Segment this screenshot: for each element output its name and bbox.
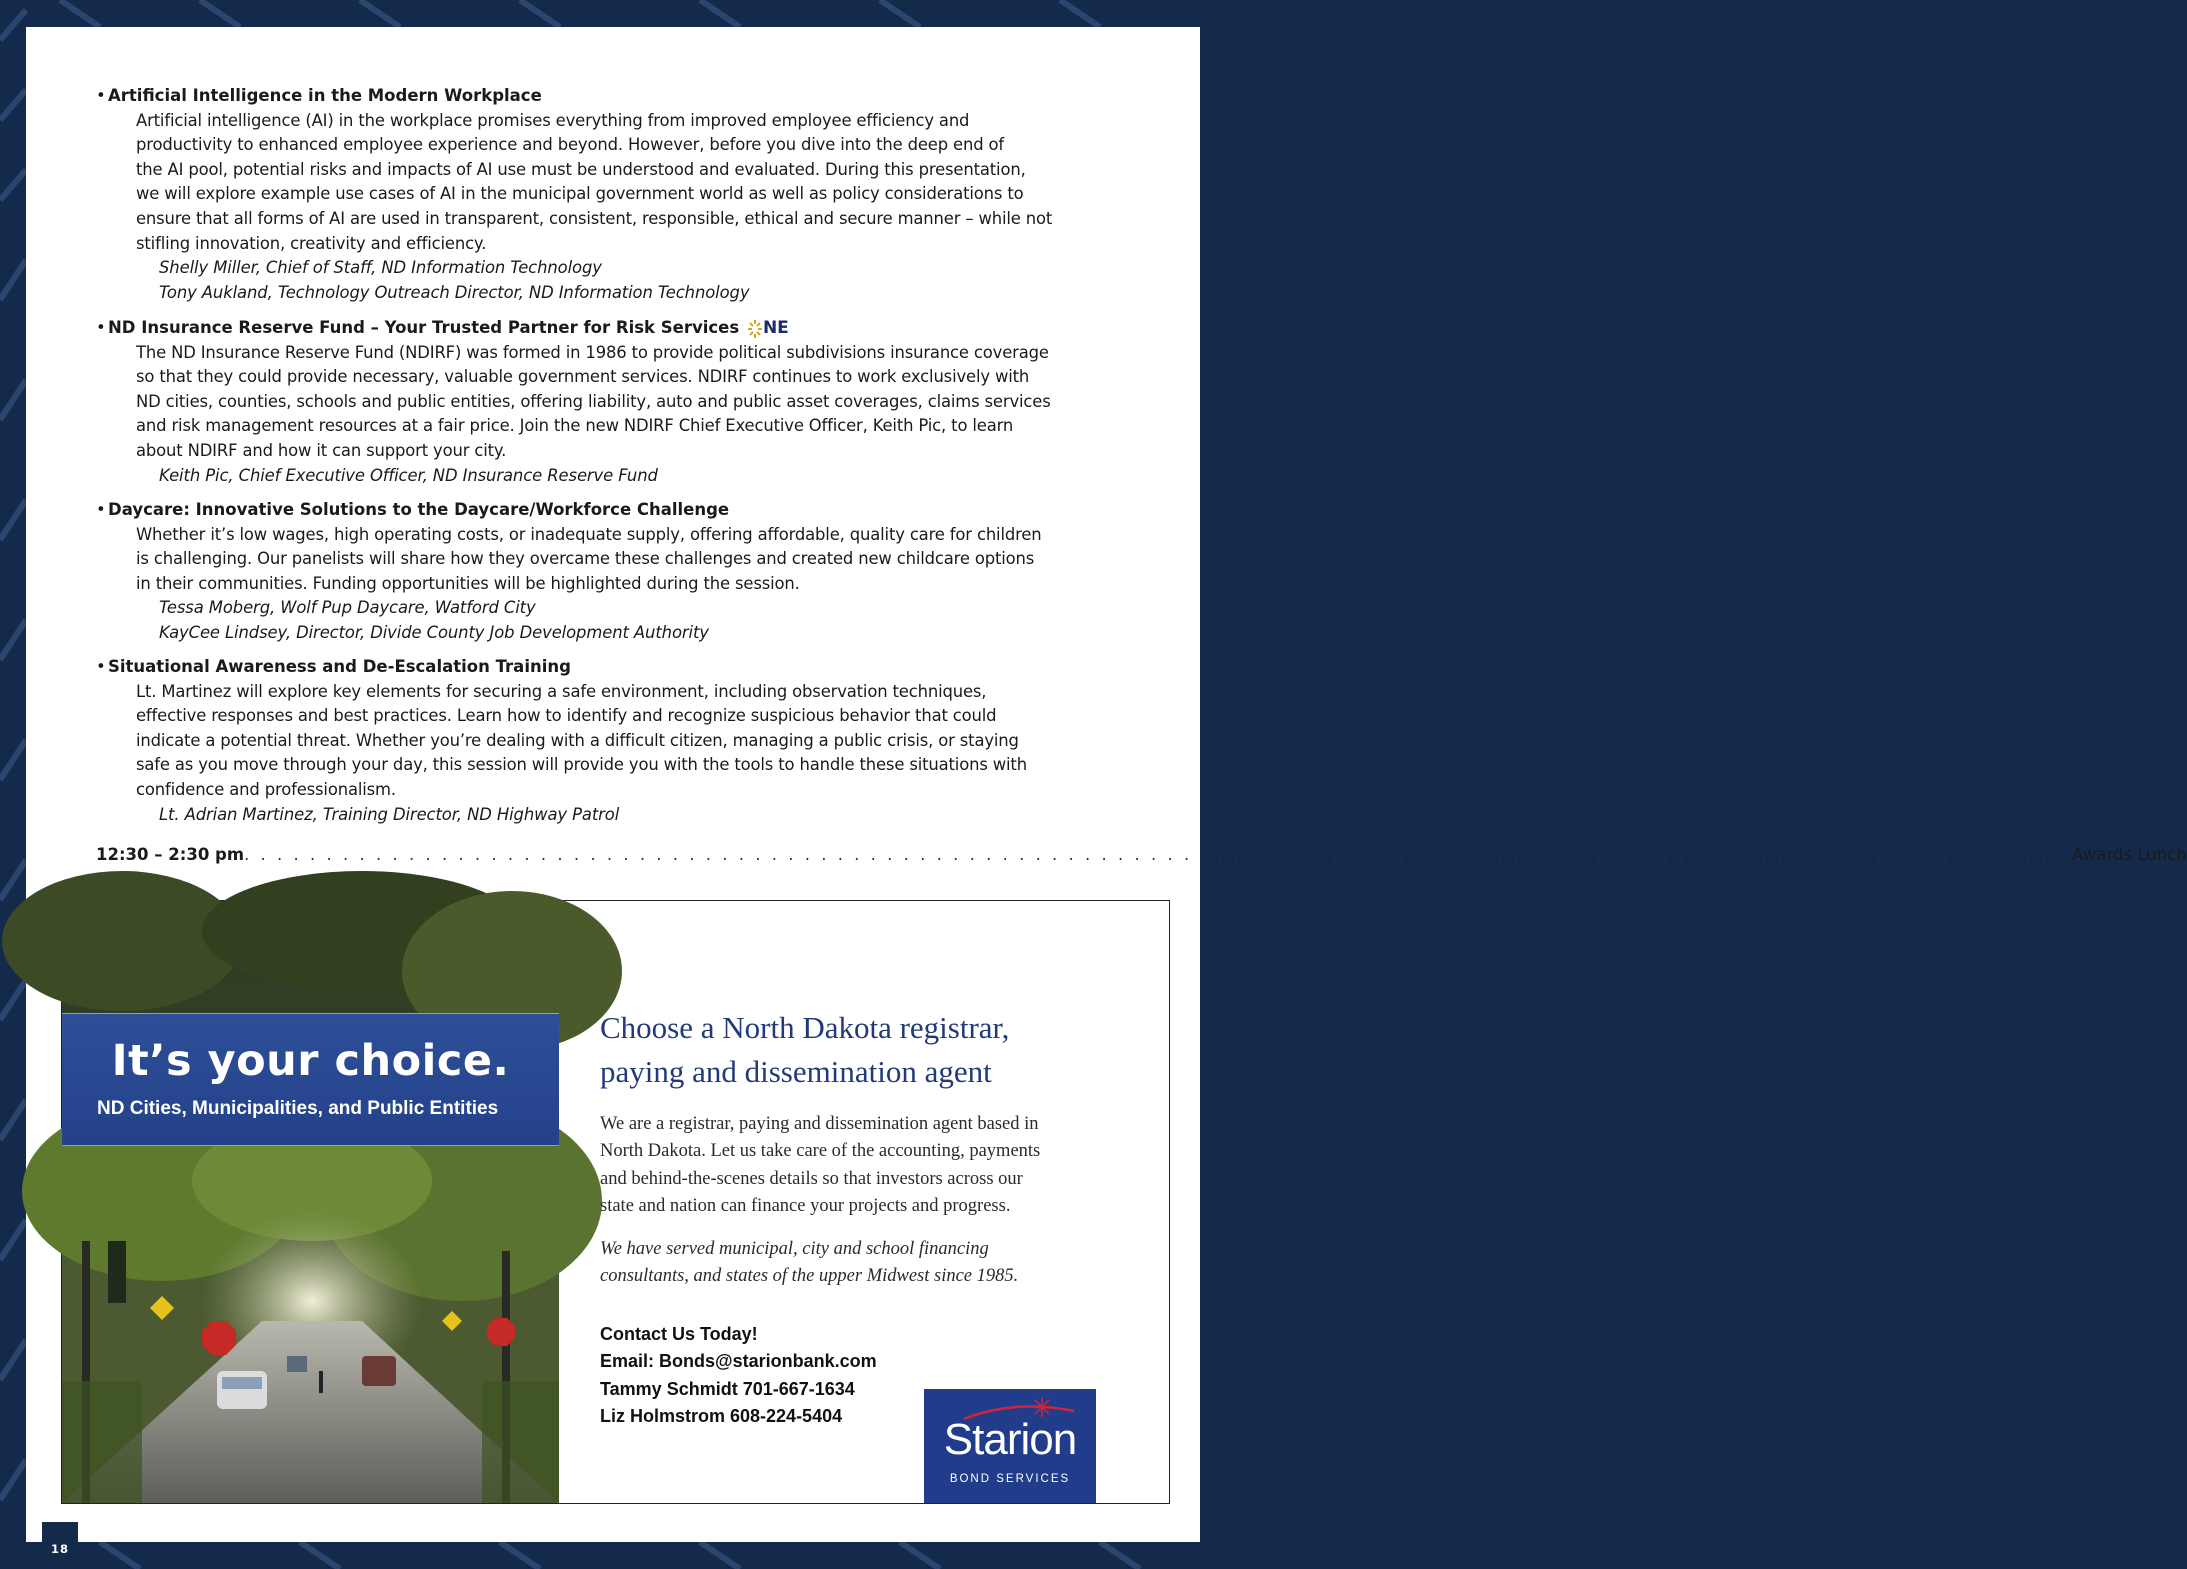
- speaker: Keith Pic, Chief Executive Officer, ND Insurance Reserve Fund: [159, 465, 658, 485]
- ad-contact: [600, 1321, 960, 1430]
- banner-subtitle: ND Cities, Municipalities, and Public Entities: [97, 1098, 499, 1119]
- starion-advertisement: [61, 900, 1170, 1504]
- session-ndirf: [96, 316, 1136, 488]
- session-description: Whether it’s low wages, high operating costs, or inadequate supply, offering affordable, quality care for children is challenging. Our panelists will share how they overcame these challenges and created new childcare options in their communities. Funding opportunities will be highlighted during the session.: [136, 524, 1042, 593]
- session-deescalation: [96, 655, 1136, 827]
- session-title: • ND Insurance Reserve Fund – Your Trusted Partner for Risk Services NE: [96, 316, 1136, 341]
- contact-heading: Contact Us Today!: [600, 1324, 758, 1344]
- session-daycare: [96, 498, 1136, 646]
- session-title: • Situational Awareness and De-Escalation Training: [96, 657, 571, 676]
- ad-history-note: We have served municipal, city and school financing consultants, and states of the upper Midwest since 1985.: [600, 1239, 1019, 1287]
- dot-leader: . . . . . . . . . . . . . . . . . . . . . . . . . . . . . . . . . . . . . . . . . . . . . . . . . . . . . . . . . . . . . . . . . . . . . . . . . . . . . . . . . . . . . . . . . . . . . . . . . . . . . . . . . . . . . . .: [244, 845, 2067, 864]
- starion-brand: Starion: [943, 1415, 1077, 1464]
- schedule-time: 12:30 – 2:30 pm: [96, 845, 245, 864]
- sun-icon: [747, 319, 763, 339]
- session-title: • Artificial Intelligence in the Modern Workplace: [96, 86, 542, 105]
- contact-email[interactable]: Email: Bonds@starionbank.com: [600, 1351, 877, 1372]
- session-description: Lt. Martinez will explore key elements for securing a safe environment, including observation techniques, effective responses and best practices. Learn how to identify and recognize suspicious behavior that could indicate a potential threat. Whether you’re dealing with a difficult citizen, managing a public crisis, or staying safe as you move through your day, this session will provide you with the tools to handle these situations with confidence and professionalism.: [136, 681, 1027, 799]
- speaker: Shelly Miller, Chief of Staff, ND Information Technology: [159, 258, 602, 278]
- starion-subtitle: BOND SERVICES: [949, 1473, 1071, 1485]
- speaker: Lt. Adrian Martinez, Training Director, ND Highway Patrol: [159, 804, 620, 824]
- session-description: The ND Insurance Reserve Fund (NDIRF) was formed in 1986 to provide political subdivisions insurance coverage so that they could provide necessary, valuable government services. NDIRF continues to work exclusively with ND cities, counties, schools and public entities, offering liability, auto and public asset coverages, claims services and risk management resources at a fair price. Join the new NDIRF Chief Executive Officer, Keith Pic, to learn about NDIRF and how it can support your city.: [136, 342, 1051, 460]
- ad-body: We are a registrar, paying and dissemination agent based in North Dakota. Let us take care of the accounting, payments and behind-the-scenes details so that investors across our state and nation can finance your projects and progress.: [600, 1114, 1041, 1216]
- page-number: 18: [42, 1522, 78, 1569]
- street-photo: [62, 901, 559, 1503]
- banner-title: It’s your choice.: [111, 1036, 510, 1086]
- session-title: • Daycare: Innovative Solutions to the Daycare/Workforce Challenge: [96, 500, 730, 519]
- schedule-event: Awards Lunch: [2072, 845, 2187, 864]
- session-ai: [96, 84, 1136, 305]
- session-description: Artificial intelligence (AI) in the workplace promises everything from improved employee efficiency and productivity to enhanced employee experience and beyond. However, before you dive into the deep end of the AI pool, potential risks and impacts of AI use must be understood and evaluated. During this presentation, we will explore example use cases of AI in the municipal government world as well as policy considerations to ensure that all forms of AI are used in transparent, consistent, responsible, ethical and secure manner – while not stifling innovation, creativity and efficiency.: [136, 110, 1053, 253]
- contact-phone[interactable]: Tammy Schmidt 701-667-1634: [600, 1378, 855, 1399]
- contact-phone[interactable]: Liz Holmstrom 608-224-5404: [600, 1405, 843, 1426]
- ad-headline: Choose a North Dakota registrar, paying and dissemination agent: [600, 1010, 1010, 1089]
- speaker: Tony Aukland, Technology Outreach Director, ND Information Technology: [159, 282, 750, 302]
- ad-banner: [62, 1013, 559, 1146]
- schedule-row: [96, 838, 2187, 864]
- speaker: Tessa Moberg, Wolf Pup Daycare, Watford City: [159, 598, 536, 618]
- speaker: KayCee Lindsey, Director, Divide County Job Development Authority: [159, 622, 709, 642]
- starion-logo: [924, 1389, 1096, 1503]
- ndirf-logo: NE: [747, 316, 789, 341]
